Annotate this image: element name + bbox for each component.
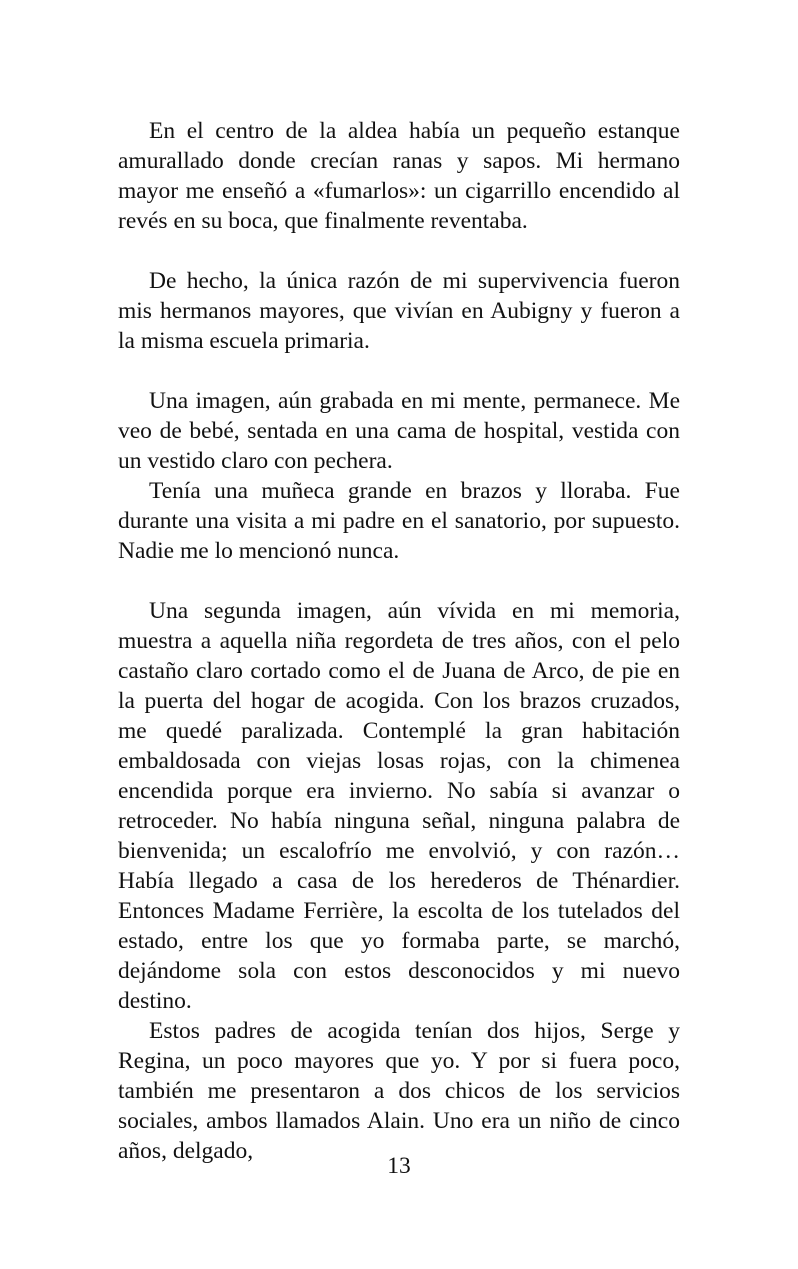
paragraph: De hecho, la única razón de mi supervivencia fueron mis hermanos mayores, que vivían en Aubigny y fueron a la misma escuela primaria. (118, 268, 680, 354)
paragraph: Estos padres de acogida tenían dos hijos, Serge y Regina, un poco mayores que yo. Y por si fuera poco, también me presentaron a dos chicos de los servicios sociales, ambos llamados Alain. Uno era un niño de cinco años, delgado, (118, 1018, 680, 1164)
paragraph-gap (118, 566, 680, 596)
paragraph: En el centro de la aldea había un pequeño estanque amurallado donde crecían ranas y sapos. Mi hermano mayor me enseñó a «fumarlos»: un cigarrillo encendido al revés en su boca, que finalmente reventaba. (118, 118, 680, 234)
paragraph-gap (118, 236, 680, 266)
paragraph: Tenía una muñeca grande en brazos y lloraba. Fue durante una visita a mi padre en el sanatorio, por supuesto. Nadie me lo mencionó nunca. (118, 478, 680, 564)
page-body (118, 116, 680, 1166)
page-number: 13 (387, 1153, 411, 1179)
paragraph: Una segunda imagen, aún vívida en mi memoria, muestra a aquella niña regordeta de tres años, con el pelo castaño claro cortado como el de Juana de Arco, de pie en la puerta del hogar de acogida. Con los brazos cruzados, me quedé paralizada. Contemplé la gran habitación embaldosada con viejas losas rojas, con la chimenea encendida porque era invierno. No sabía si avanzar o retroceder. No había ninguna señal, ninguna palabra de bienvenida; un escalofrío me envolvió, y con razón… Había llegado a casa de los herederos de Thénardier. Entonces Madame Ferrière, la escolta de los tutelados del estado, entre los que yo formaba parte, se marchó, dejándome sola con estos desconocidos y mi nuevo destino. (118, 598, 680, 1014)
paragraph-gap (118, 356, 680, 386)
paragraph: Una imagen, aún grabada en mi mente, permanece. Me veo de bebé, sentada en una cama de hospital, vestida con un vestido claro con pechera. (118, 388, 680, 474)
